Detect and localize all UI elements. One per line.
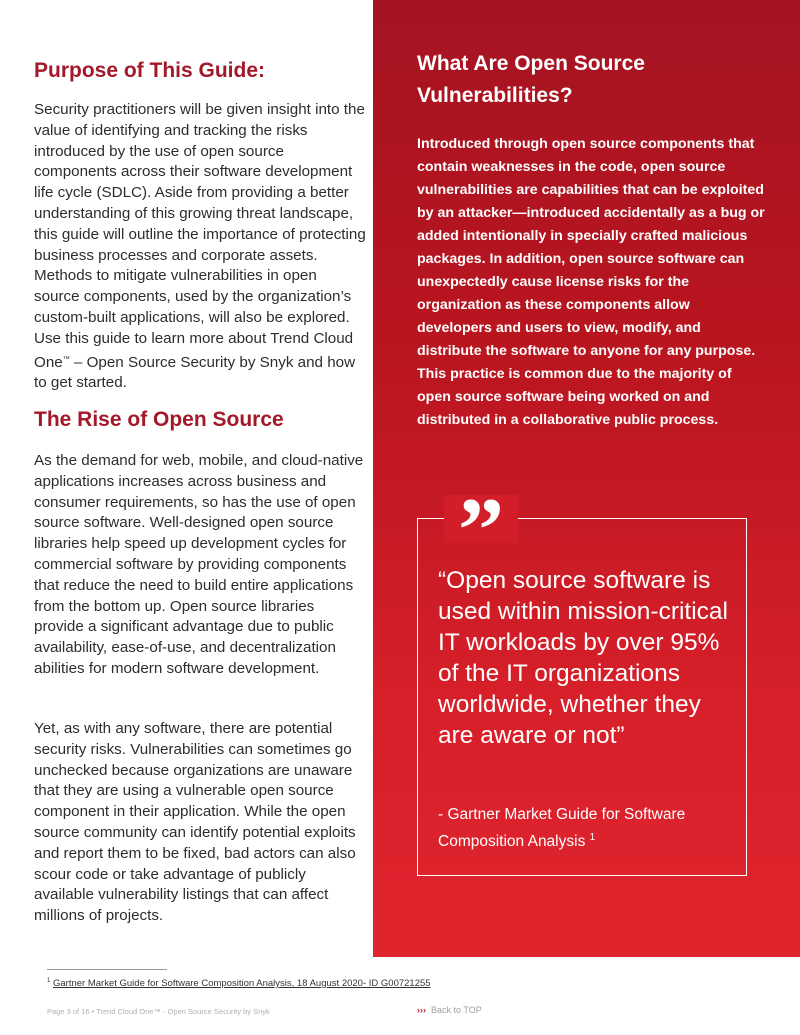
footnote-divider [47, 969, 167, 970]
quote-box [417, 479, 747, 876]
quote-text: “Open source software is used within mission-critical IT workloads by over 95% of the IT organizations worldwide, whether they are aware or not” [438, 567, 729, 749]
rise-paragraph-2: Yet, as with any software, there are potential security risks. Vulnerabilities can sometimes go unchecked because organizations are unaware that they are using a vulnerable open source component in their application. While the open source community can identify potential exploits and report them to be fixed, bad actors can also scour code or take advantage of publicly available vulnerability listings that can affect millions of projects. [34, 720, 356, 925]
vulnerabilities-panel [373, 0, 800, 957]
vulnerabilities-heading: What Are Open Source Vulnerabilities? [417, 52, 645, 107]
trademark-symbol: ™ [62, 355, 70, 363]
rise-paragraph-1: As the demand for web, mobile, and cloud-native applications increases across business and consumer requirements, so has the use of open source software. Well-designed open source libraries help speed up development cycles for commercial software by providing components that reduce the need to build entire applications from the bottom up. Open source libraries provide a significant advantage due to public availability, ease-of-use, and decentralization abilities for modern software development. [34, 452, 364, 677]
vulnerabilities-paragraph: Introduced through open source components that contain weaknesses in the code, open source vulnerabilities are capabilities that can be exploited by an attacker—introduced accidentally as a bug or added intentionally in specially crafted malicious packages. In addition, open source software can unexpectedly cause license risks for the organization as these components allow developers and users to view, modify, and distribute the software to anyone for any purpose. This practice is common due to the majority of open source software being worked on and distributed in a collaborative public process. [417, 136, 765, 428]
footnote [47, 978, 431, 989]
back-to-top-link[interactable] [417, 1005, 482, 1015]
footnote-number: 1 [47, 978, 51, 984]
page-info: Page 3 of 16 • Trend Cloud One™ - Open Source Security by Snyk [47, 1007, 270, 1016]
purpose-text-b: – Open Source Security by Snyk and how to get started. [34, 353, 356, 392]
purpose-heading: Purpose of This Guide: [34, 59, 266, 82]
purpose-text-a: Security practitioners will be given insight into the value of identifying and tracking the risks introduced by the use of open source components across their software development life cycle (SDLC). Aside from providing a better understanding of this growing threat landscape, this guide will outline the importance of protecting business processes and corporate assets. Methods to mitigate vulnerabilities in open source components, used by the organization’s custom-built applications, will also be explored. Use this guide to learn more about Trend Cloud One [34, 101, 366, 371]
back-to-top-label: Back to TOP [431, 1005, 482, 1015]
quote-source-footnote-ref: 1 [589, 832, 596, 843]
quote-source-text: - Gartner Market Guide for Software Composition Analysis [438, 806, 686, 851]
chevrons-right-icon: ››› [417, 1005, 426, 1015]
footnote-link[interactable]: Gartner Market Guide for Software Composition Analysis, 18 August 2020- ID G00721255 [52, 978, 431, 990]
rise-heading: The Rise of Open Source [34, 408, 284, 431]
quote-mark-icon: ” [444, 495, 518, 543]
quote-source [438, 803, 738, 853]
purpose-paragraph [34, 100, 366, 394]
